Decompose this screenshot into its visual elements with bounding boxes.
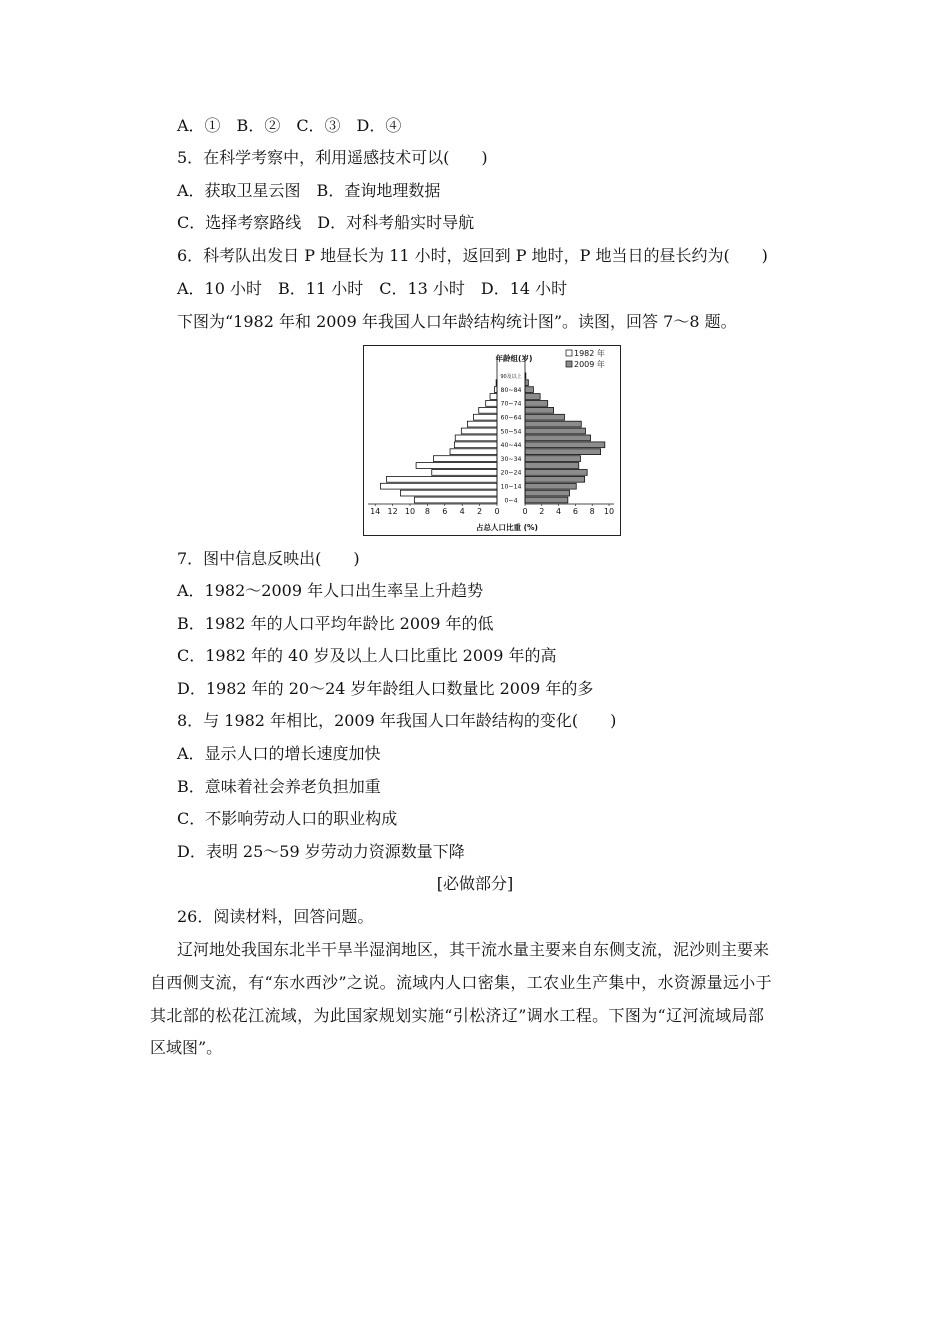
bar-1982: [461, 428, 497, 434]
passage-line: 自西侧支流，有“东水西沙”之说。流域内人口密集，工农业生产集中，水资源量远小于: [150, 973, 773, 992]
section-heading: [必做部分]: [436, 874, 514, 893]
age-group-label: 80~84: [500, 386, 522, 394]
bar-2009: [525, 463, 579, 469]
x-tick-label-right: 6: [572, 507, 578, 516]
bar-1982: [387, 476, 497, 482]
chart-svg: [364, 346, 620, 535]
bar-1982: [380, 483, 497, 489]
bar-1982: [450, 449, 497, 455]
x-tick-label-left: 6: [442, 507, 448, 516]
legend-label-2009: 2009 年: [574, 360, 605, 369]
y-axis-title: 年龄组(岁): [495, 354, 533, 363]
x-tick-label-right: 8: [589, 507, 595, 516]
option-8b: B．意味着社会养老负担加重: [177, 777, 381, 796]
x-tick-label-left: 2: [477, 507, 483, 516]
option-7c: C．1982 年的 40 岁及以上人口比重比 2009 年的高: [177, 646, 557, 665]
legend-label-1982: 1982 年: [574, 349, 605, 358]
option-7b: B．1982 年的人口平均年龄比 2009 年的低: [177, 614, 494, 633]
question-26: 26．阅读材料，回答问题。: [177, 907, 374, 926]
bar-1982: [490, 394, 497, 400]
bar-2009: [525, 435, 591, 441]
bar-2009: [525, 470, 587, 476]
bar-1982: [455, 435, 497, 441]
bar-1982: [467, 421, 497, 427]
bar-2009: [525, 490, 570, 496]
population-pyramid-chart: [363, 345, 621, 536]
bar-2009: [525, 380, 528, 386]
bar-2009: [525, 407, 554, 413]
bar-2009: [525, 456, 580, 462]
bar-2009: [525, 394, 540, 400]
bar-1982: [454, 442, 497, 448]
x-axis-title: 占总人口比重 (%): [476, 523, 538, 532]
age-group-label: 0~4: [504, 497, 518, 505]
x-tick-label-right: 4: [556, 507, 562, 516]
passage-line: 区域图”。: [150, 1038, 223, 1057]
age-group-label: 10~14: [500, 483, 522, 491]
bar-1982: [433, 456, 497, 462]
passage-line: 其北部的松花江流域，为此国家规划实施“引松济辽”调水工程。下图为“辽河流域局部: [150, 1006, 765, 1025]
age-group-label: 20~24: [500, 469, 522, 477]
age-group-label: 30~34: [500, 455, 522, 463]
bar-2009: [525, 449, 601, 455]
question-6: 6．科考队出发日 P 地昼长为 11 小时，返回到 P 地时，P 地当日的昼长约为( ): [177, 246, 768, 265]
bar-1982: [400, 490, 497, 496]
bar-1982: [479, 407, 497, 413]
age-group-label: 50~54: [500, 428, 522, 436]
option-8a: A．显示人口的增长速度加快: [177, 744, 381, 763]
age-group-label: 70~74: [500, 400, 522, 408]
bar-1982: [486, 401, 497, 407]
bar-2009: [525, 414, 564, 420]
bar-1982: [432, 470, 497, 476]
bar-1982: [414, 497, 497, 503]
legend-swatch-1982: [566, 350, 572, 356]
x-tick-label-left: 12: [387, 507, 398, 516]
chart-intro: 下图为“1982 年和 2009 年我国人口年龄结构统计图”。读图，回答 7～8 题。: [177, 312, 737, 331]
bar-2009: [525, 401, 548, 407]
question-7: 7．图中信息反映出( ): [177, 549, 360, 568]
x-tick-label-left: 10: [404, 507, 416, 516]
question-5: 5．在科学考察中，利用遥感技术可以( ): [177, 148, 488, 167]
option-8c: C．不影响劳动人口的职业构成: [177, 809, 398, 828]
bar-2009: [525, 428, 585, 434]
x-tick-label-right: 10: [603, 507, 615, 516]
x-tick-label-left: 0: [494, 507, 500, 516]
age-group-label: 90及以上: [500, 374, 522, 381]
bar-1982: [416, 463, 497, 469]
option-7a: A．1982～2009 年人口出生率呈上升趋势: [177, 581, 484, 600]
age-group-label: 60~64: [500, 414, 522, 422]
question-8: 8．与 1982 年相比，2009 年我国人口年龄结构的变化( ): [177, 711, 617, 730]
option-8d: D．表明 25～59 岁劳动力资源数量下降: [177, 842, 465, 861]
bar-2009: [525, 421, 581, 427]
x-tick-label-left: 14: [370, 507, 381, 516]
answer-options-q4: A．① B．② C．③ D．④: [177, 116, 402, 135]
legend-swatch-2009: [566, 361, 572, 367]
options-5-ab: A．获取卫星云图 B．查询地理数据: [177, 181, 441, 200]
options-6: A．10 小时 B．11 小时 C．13 小时 D．14 小时: [177, 279, 568, 298]
bar-2009: [525, 497, 568, 503]
passage-line: 辽河地处我国东北半干旱半湿润地区，其干流水量主要来自东侧支流，泥沙则主要来: [177, 940, 770, 959]
bar-2009: [525, 442, 605, 448]
x-tick-label-right: 0: [522, 507, 528, 516]
x-tick-label-left: 8: [424, 507, 430, 516]
x-tick-label-left: 4: [459, 507, 465, 516]
x-tick-label-right: 2: [539, 507, 545, 516]
bar-2009: [525, 476, 585, 482]
bar-2009: [525, 387, 533, 393]
bar-2009: [525, 483, 576, 489]
options-5-cd: C．选择考察路线 D．对科考船实时导航: [177, 213, 475, 232]
age-group-label: 40~44: [500, 442, 522, 450]
option-7d: D．1982 年的 20～24 岁年龄组人口数量比 2009 年的多: [177, 679, 594, 698]
bar-1982: [474, 414, 497, 420]
